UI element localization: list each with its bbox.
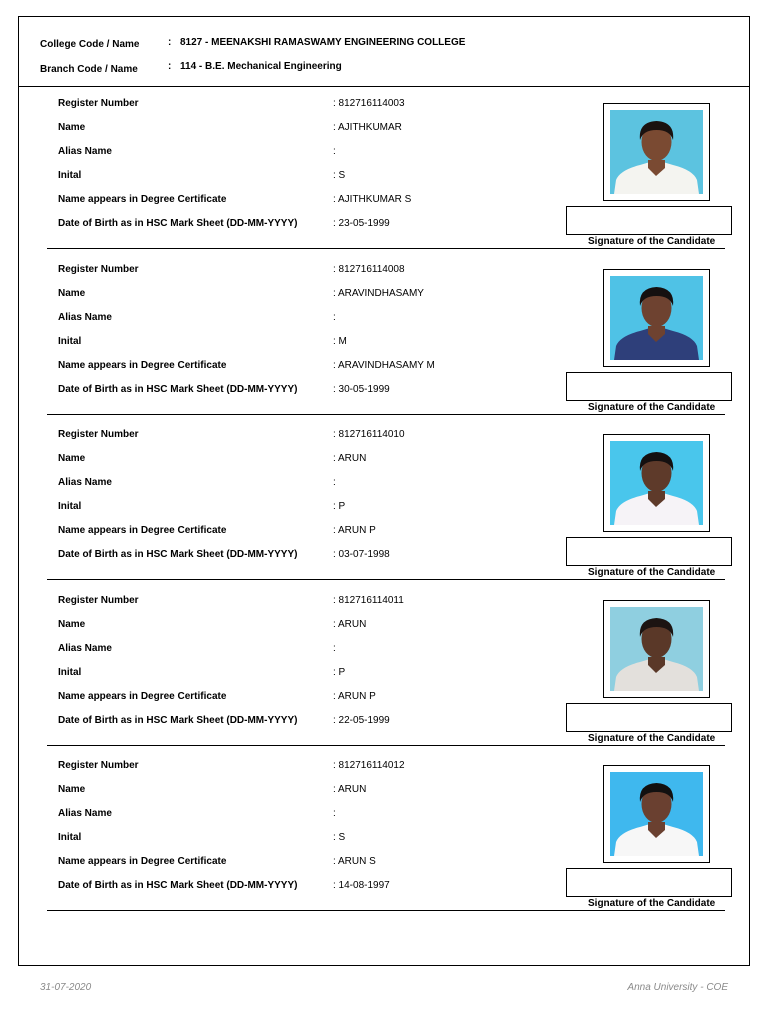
candidate-photo (610, 607, 703, 691)
portrait-icon (610, 607, 703, 691)
college-separator: : (168, 37, 172, 48)
record-divider (47, 248, 725, 249)
record-divider (47, 745, 725, 746)
signature-box (566, 868, 732, 897)
signature-label: Signature of the Candidate (588, 733, 716, 744)
college-value: 8127 - MEENAKSHI RAMASWAMY ENGINEERING COLLEGE (180, 37, 466, 48)
footer-org: Anna University - COE (627, 982, 728, 993)
branch-separator: : (168, 61, 172, 72)
dob-label: Date of Birth as in HSC Mark Sheet (DD-MM-YYYY) (58, 880, 298, 891)
degree-name-value: : ARUN S (333, 856, 376, 867)
register-number-value: : 812716114010 (333, 429, 405, 440)
name-value: : ARUN (333, 784, 367, 795)
footer-date: 31-07-2020 (40, 982, 92, 993)
dob-value: : 22-05-1999 (333, 715, 390, 726)
register-number-label: Register Number (58, 760, 139, 771)
initial-label: Inital (58, 832, 82, 843)
signature-box (566, 206, 732, 235)
alias-name-value: : (333, 146, 336, 157)
portrait-icon (610, 772, 703, 856)
initial-label: Inital (58, 501, 82, 512)
record-divider (47, 414, 725, 415)
alias-name-label: Alias Name (58, 477, 112, 488)
initial-label: Inital (58, 667, 82, 678)
alias-name-value: : (333, 477, 336, 488)
portrait-icon (610, 276, 703, 360)
candidate-photo-frame (603, 103, 710, 201)
initial-value: : S (333, 832, 346, 843)
name-label: Name (58, 288, 86, 299)
name-label: Name (58, 453, 86, 464)
register-number-label: Register Number (58, 595, 139, 606)
record-divider (47, 910, 725, 911)
signature-label: Signature of the Candidate (588, 402, 716, 413)
degree-name-label: Name appears in Degree Certificate (58, 856, 227, 867)
dob-value: : 03-07-1998 (333, 549, 390, 560)
branch-row (40, 61, 342, 75)
degree-name-label: Name appears in Degree Certificate (58, 691, 227, 702)
signature-box (566, 537, 732, 566)
record-divider (47, 579, 725, 580)
alias-name-label: Alias Name (58, 312, 112, 323)
initial-label: Inital (58, 170, 82, 181)
dob-label: Date of Birth as in HSC Mark Sheet (DD-MM-YYYY) (58, 384, 298, 395)
dob-value: : 23-05-1999 (333, 218, 390, 229)
name-value: : ARAVINDHASAMY (333, 288, 424, 299)
dob-label: Date of Birth as in HSC Mark Sheet (DD-MM-YYYY) (58, 549, 298, 560)
candidate-photo-frame (603, 269, 710, 367)
alias-name-label: Alias Name (58, 146, 112, 157)
candidate-photo (610, 110, 703, 194)
signature-label: Signature of the Candidate (588, 898, 716, 909)
branch-value: 114 - B.E. Mechanical Engineering (180, 61, 342, 72)
dob-label: Date of Birth as in HSC Mark Sheet (DD-MM-YYYY) (58, 715, 298, 726)
candidate-photo (610, 276, 703, 360)
initial-value: : P (333, 501, 346, 512)
document-header (19, 17, 749, 87)
initial-value: : M (333, 336, 347, 347)
alias-name-value: : (333, 643, 336, 654)
alias-name-label: Alias Name (58, 643, 112, 654)
alias-name-value: : (333, 312, 336, 323)
candidate-photo (610, 441, 703, 525)
candidate-record (19, 87, 749, 252)
register-number-label: Register Number (58, 264, 139, 275)
degree-name-value: : ARAVINDHASAMY M (333, 360, 435, 371)
college-row (40, 37, 465, 50)
degree-name-label: Name appears in Degree Certificate (58, 194, 227, 205)
register-number-label: Register Number (58, 98, 139, 109)
name-label: Name (58, 784, 86, 795)
degree-name-value: : AJITHKUMAR S (333, 194, 412, 205)
signature-box (566, 703, 732, 732)
dob-value: : 14-08-1997 (333, 880, 390, 891)
register-number-label: Register Number (58, 429, 139, 440)
register-number-value: : 812716114003 (333, 98, 405, 109)
name-value: : ARUN (333, 619, 367, 630)
name-label: Name (58, 122, 86, 133)
signature-label: Signature of the Candidate (588, 567, 716, 578)
name-value: : ARUN (333, 453, 367, 464)
degree-name-value: : ARUN P (333, 691, 376, 702)
initial-label: Inital (58, 336, 82, 347)
name-label: Name (58, 619, 86, 630)
candidate-photo-frame (603, 600, 710, 698)
candidate-record (19, 584, 749, 749)
register-number-value: : 812716114012 (333, 760, 405, 771)
portrait-icon (610, 441, 703, 525)
signature-box (566, 372, 732, 401)
alias-name-value: : (333, 808, 336, 819)
candidate-record (19, 749, 749, 914)
document-frame (18, 16, 750, 966)
register-number-value: : 812716114008 (333, 264, 405, 275)
initial-value: : S (333, 170, 346, 181)
alias-name-label: Alias Name (58, 808, 112, 819)
college-label: College Code / Name (40, 39, 140, 50)
initial-value: : P (333, 667, 346, 678)
branch-label: Branch Code / Name (40, 64, 138, 75)
candidate-photo-frame (603, 765, 710, 863)
candidate-record (19, 253, 749, 418)
dob-value: : 30-05-1999 (333, 384, 390, 395)
portrait-icon (610, 110, 703, 194)
candidate-photo (610, 772, 703, 856)
degree-name-value: : ARUN P (333, 525, 376, 536)
degree-name-label: Name appears in Degree Certificate (58, 360, 227, 371)
degree-name-label: Name appears in Degree Certificate (58, 525, 227, 536)
signature-label: Signature of the Candidate (588, 236, 716, 247)
register-number-value: : 812716114011 (333, 595, 404, 606)
candidate-record (19, 418, 749, 583)
candidate-photo-frame (603, 434, 710, 532)
name-value: : AJITHKUMAR (333, 122, 402, 133)
dob-label: Date of Birth as in HSC Mark Sheet (DD-MM-YYYY) (58, 218, 298, 229)
